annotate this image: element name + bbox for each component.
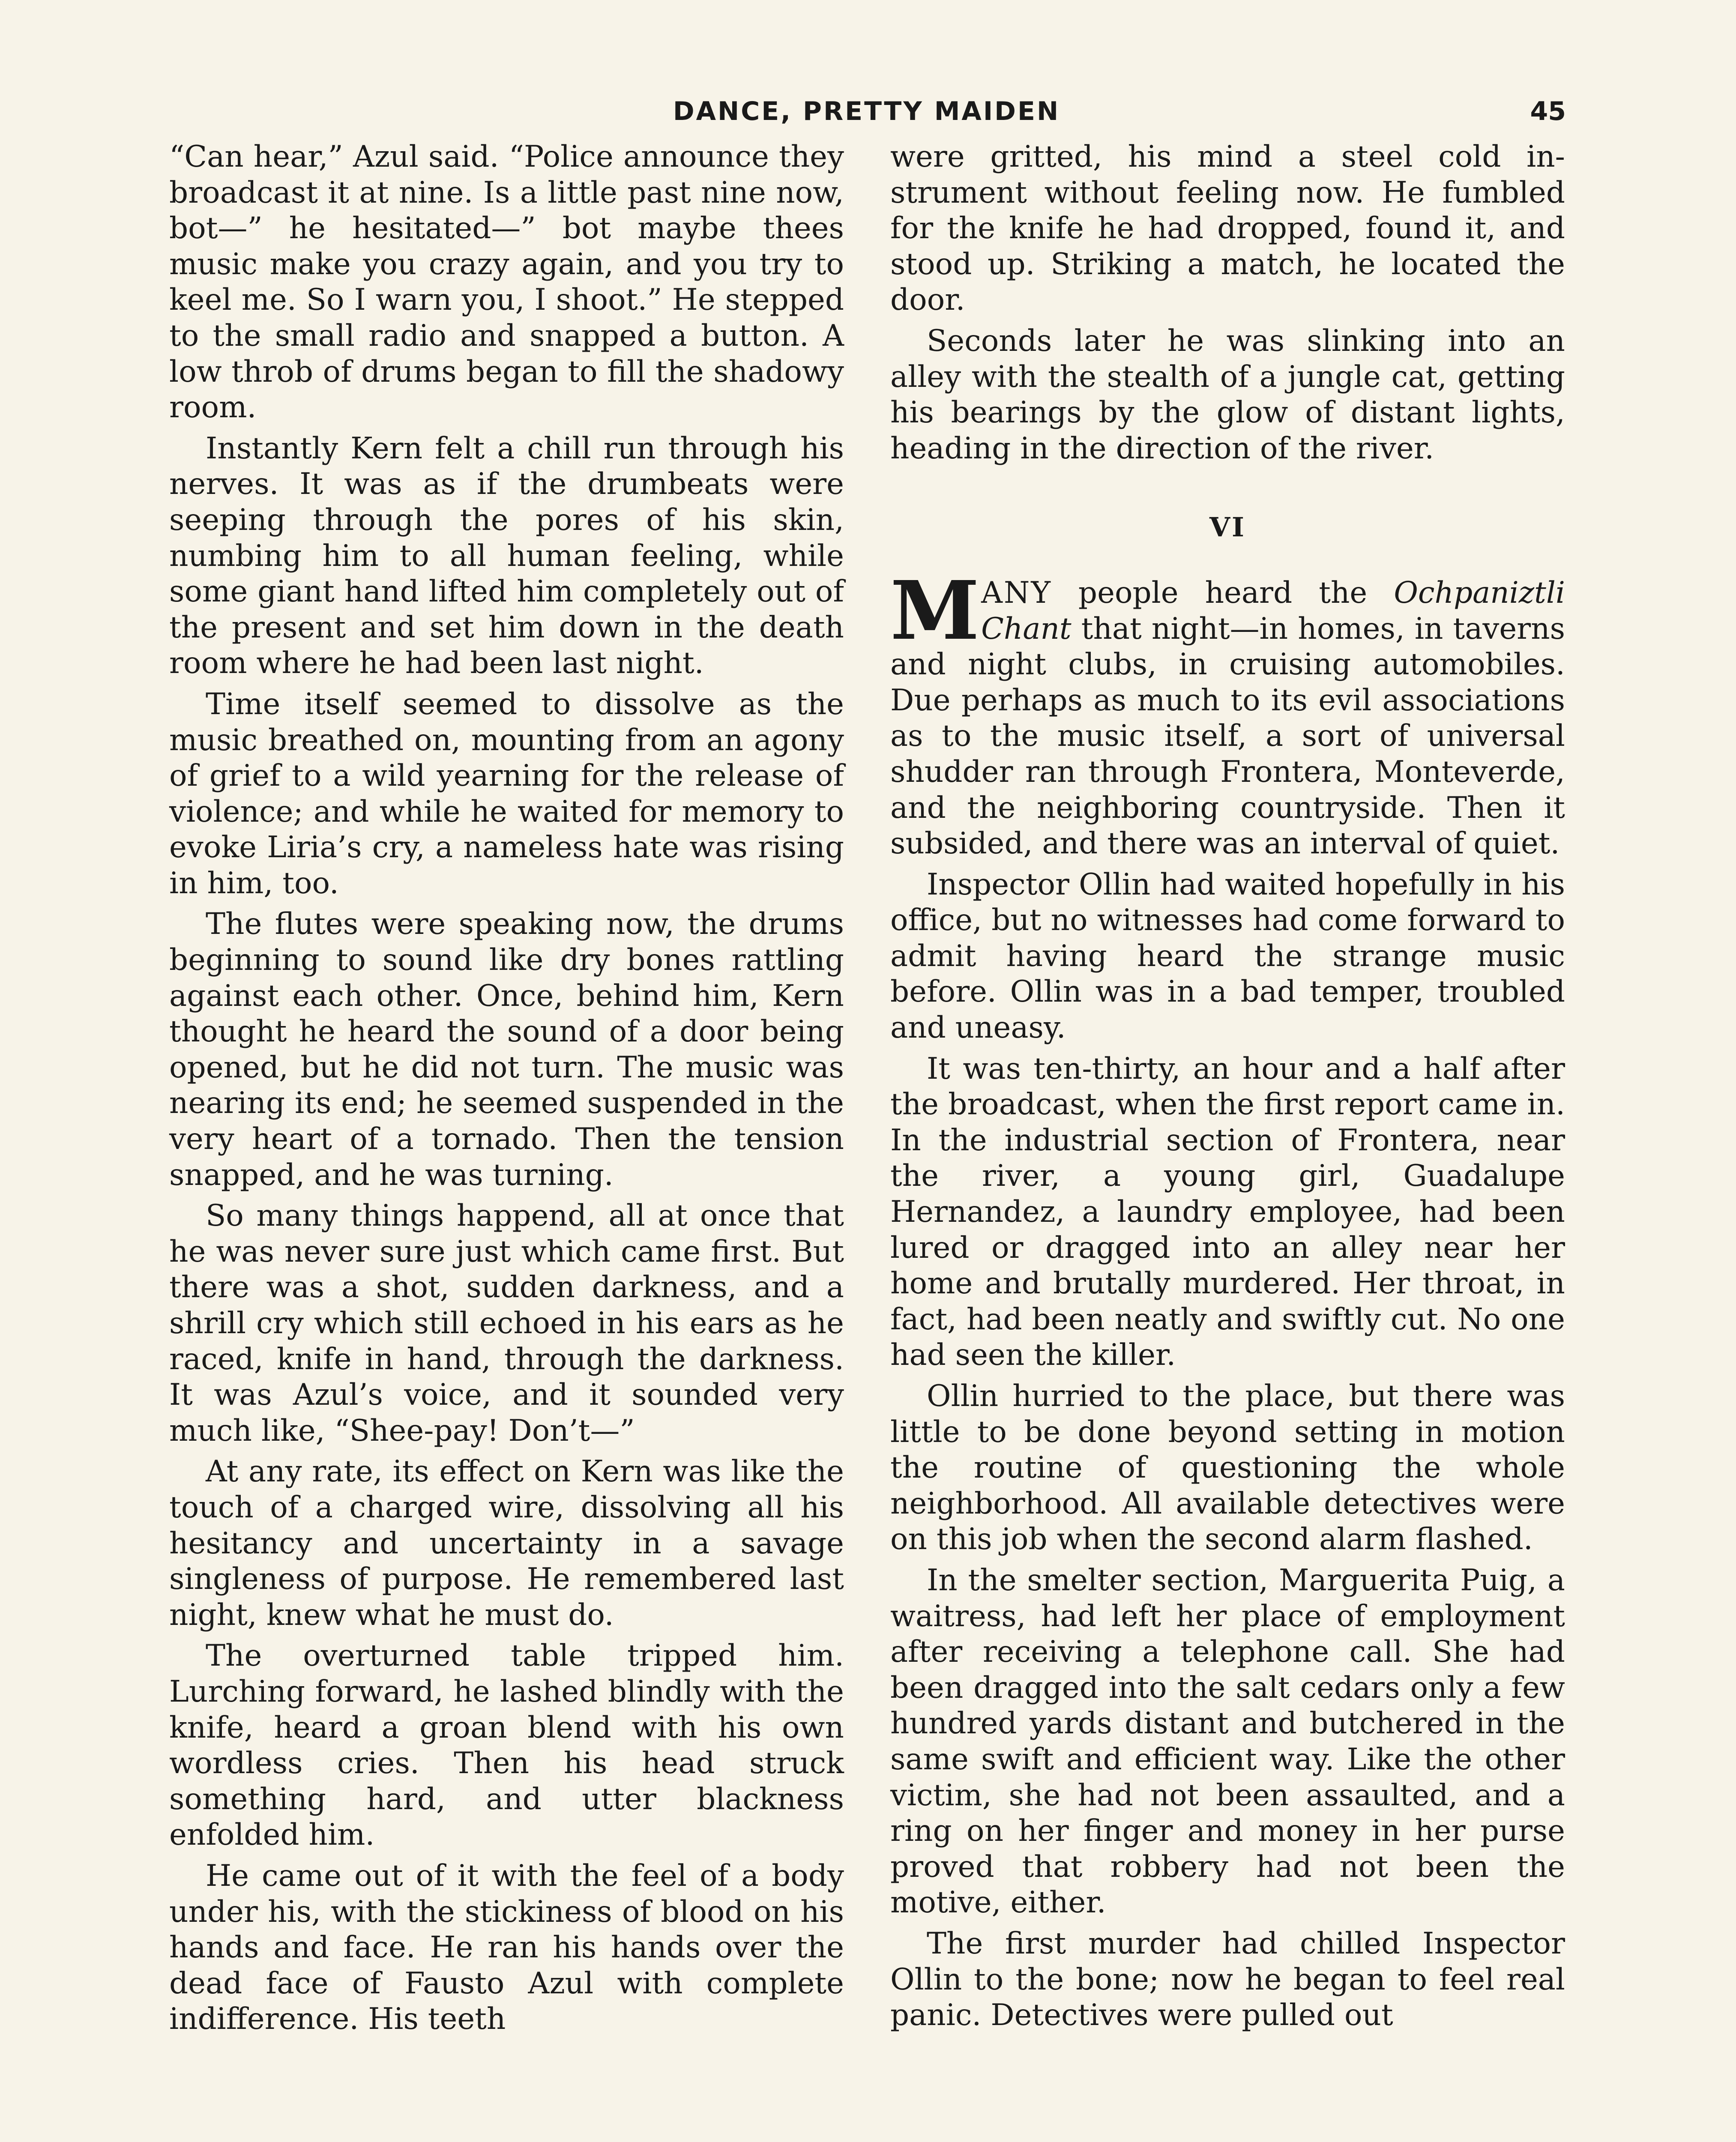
paragraph-continuation: were gritted, his mind a steel cold instrument without feeling now. He fumbled for the knife he had dropped, found it, and stood up. Striking a match, he located the door. xyxy=(890,140,1565,317)
paragraph: The flutes were speaking now, the drums beginning to sound like dry bones rattling against each other. Once, behind him, Kern thought he heard the sound of a door being opened, but he did not turn. The music was nearing its end; he seemed suspended in the very heart of a tornado. Then the tension snapped, and he was turning. xyxy=(169,907,844,1192)
dropcap-text: people heard the xyxy=(1051,575,1394,610)
paragraph: Time itself seemed to dissolve as the music breathed on, mounting from an agony of grief to a wild yearning for the release of violence; and while he waited for memory to evoke Liria’s cry, a nameless hate was rising in him, too. xyxy=(169,687,844,900)
section-heading: VI xyxy=(1209,512,1246,543)
paragraph: “Can hear,” Azul said. “Police announce they broadcast it at nine. Is a little past nine now, bot—” he hesitated—” bot maybe thees music make you crazy again, and you try to keel me. So I warn you, I shoot.” He stepped to the small radio and snapped a button. A low throb of drums began to fill the shadowy room. xyxy=(169,140,844,425)
paragraph: Inspector Ollin had waited hopefully in his office, but no witnesses had come forward to admit having heard the strange music before. Ollin was in a bad temper, troubled and uneasy. xyxy=(890,867,1565,1045)
dropcap-rest: ANY xyxy=(981,575,1052,610)
paragraph: In the smelter section, Marguerita Puig, a waitress, had left her place of employment after receiving a telephone call. She had been dragged into the salt cedars only a few hundred yards distant and butchered in the same swift and efficient way. Like the other victim, she had not been assaulted, and a ring on her finger and money in her purse proved that robbery had not been the motive, either. xyxy=(890,1563,1565,1920)
right-column xyxy=(890,139,1565,2039)
paragraph: Seconds later he was slinking into an alley with the stealth of a jungle cat, getting his bearings by the glow of distant lights, heading in the direction of the river. xyxy=(890,323,1565,466)
paragraph: The first murder had chilled Inspector Ollin to the bone; now he began to feel real panic. Detectives were pulled out xyxy=(890,1926,1565,2033)
left-column xyxy=(169,139,844,2043)
paragraph: The overturned table tripped him. Lurching forward, he lashed blindly with the knife, heard a groan blend with his own wordless cries. Then his head struck something hard, and utter blackness enfolded him. xyxy=(169,1639,844,1852)
paragraph: So many things happend, all at once that he was never sure just which came first. But there was a shot, sudden darkness, and a shrill cry which still echoed in his ears as he raced, knife in hand, through the darkness. It was Azul’s voice, and it sounded very much like, “Shee-pay! Don’t—” xyxy=(169,1199,844,1448)
dropcap-paragraph xyxy=(890,563,1565,862)
drop-cap: M xyxy=(890,563,979,658)
paragraph: It was ten-thirty, an hour and a half after the broadcast, when the first report came in. In the industrial section of Frontera, near the river, a young girl, Guadalupe Hernandez, a laundry employee, had been lured or dragged into an alley near her home and brutally murdered. Her throat, in fact, had been neatly and swiftly cut. No one had seen the killer. xyxy=(890,1051,1565,1373)
paragraph: At any rate, its effect on Kern was like the touch of a charged wire, dissolving all his hesitancy and uncertainty in a savage singleness of purpose. He remembered last night, knew what he must do. xyxy=(169,1454,844,1632)
italic-title: Ochpaniztli Chant xyxy=(981,575,1565,646)
page-number: 45 xyxy=(1530,96,1566,126)
dropcap-text-after: that night—in homes, in taverns and night clubs, in cruising automobiles. Due perhaps as much to its evil associations as to the music itself, a sort of universal shudder ran through Frontera, Monteverde, and the neighboring countryside. Then it subsided, and there was an interval of quiet. xyxy=(890,611,1565,861)
running-title: DANCE, PRETTY MAIDEN xyxy=(673,96,1060,126)
paragraph: Ollin hurried to the place, but there was little to be done beyond setting in motion the routine of questioning the whole neighborhood. All available detectives were on this job when the second alarm flashed. xyxy=(890,1379,1565,1557)
paragraph: Instantly Kern felt a chill run through his nerves. It was as if the drumbeats were seeping through the pores of his skin, numbing him to all human feeling, while some giant hand lifted him completely out of the present and set him down in the death room where he had been last night. xyxy=(169,431,844,681)
running-header xyxy=(167,92,1566,131)
paragraph: He came out of it with the feel of a body under his, with the stickiness of blood on his hands and face. He ran his hands over the dead face of Fausto Azul with complete indifference. His teeth xyxy=(169,1858,844,2037)
